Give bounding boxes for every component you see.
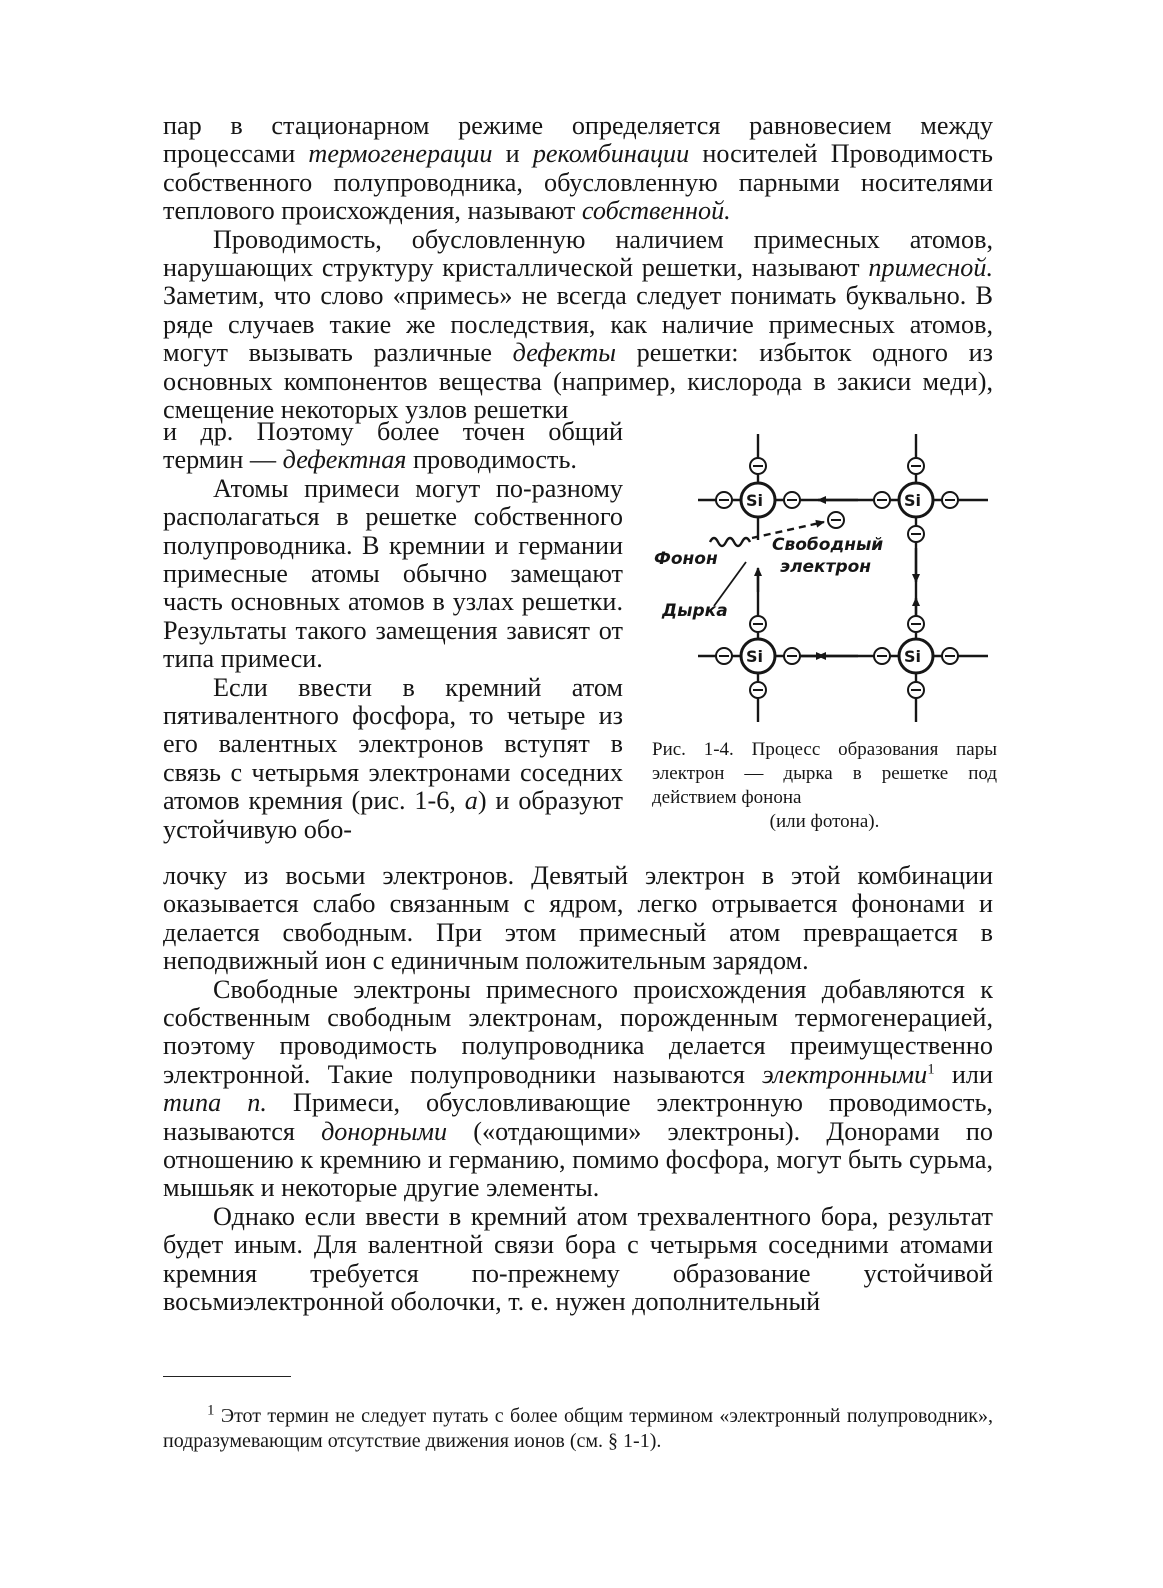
si-label: Si [904, 491, 922, 510]
footnote-rule [163, 1376, 291, 1377]
main-text-top [163, 112, 993, 424]
label-phonon: Фонон [654, 549, 718, 569]
phonon-wave [710, 538, 750, 546]
hole-pointer [714, 562, 746, 606]
narrow-text-column [163, 418, 623, 844]
label-free-electron-1: Свободный [772, 535, 884, 555]
footnote-ref: 1 [927, 1061, 935, 1078]
figure-caption: Рис. 1-4. Процесс образования пары электрон — дырка в решетке под действием фонона (или фотона). [652, 739, 997, 832]
label-hole: Дырка [662, 601, 728, 621]
paragraph-6: Однако если ввести в кремний атом трехвалентного бора, результат будет иным. Для валентной связи бора с четырьмя соседними атомами кремния требуется по-прежнему образование устойчивой восьмиэлектронной оболочки, т. е. нужен дополнительный [163, 1201, 993, 1317]
main-text-bottom [163, 862, 993, 1317]
si-label: Si [746, 491, 764, 510]
paragraph-1: пар в стационарном режиме определяется равновесием между процессами термогенерации и рекомбинации носителей Проводимость собственного полупроводника, обусловленную парными носителями теплового происхождения, называют собственной. [163, 111, 993, 226]
paragraph-2: Проводимость, обусловленную наличием примесных атомов, нарушающих структуру кристаллической решетки, называют примесной. Заметим, что слово «примесь» не всегда следует понимать буквально. В ряде случаев такие же последствия, как наличие примесных атомов, могут вызывать различные дефекты решетки: избыток одного из основных компонентов вещества (например, кислорода в закиси меди), смещение некоторых узлов решетки [163, 224, 994, 425]
si-label: Si [904, 647, 922, 666]
lattice-diagram [648, 422, 998, 732]
footnote: $^1$ Этот термин не следует путать с более общим термином «электронный полупроводник», подразумевающим отсутствие движения ионов (см. § 1-1). [163, 1402, 993, 1452]
paragraph-4: Если ввести в кремний атом пятивалентного фосфора, то четыре из его валентных электронов вступят в связь с четырьмя электронами соседних атомов кремния (рис. 1-6, а) и образуют устойчивую обо- [163, 672, 624, 844]
label-free-electron-2: электрон [780, 557, 872, 577]
si-label: Si [746, 647, 764, 666]
paragraph-5: Свободные электроны примесного происхождения добавляются к собственным свободным электронам, порожденным термогенерацией, поэтому проводимость полупроводника делается преимущественно электронной. Такие полупроводники называются электронными$^1$ или типа n. Примеси, обусловливающие электронную проводимость, называются донорными («отдающими» электроны). Донорами по отношению к кремнию и германию, помимо фосфора, могут быть сурьма, мышьяк и некоторые другие элементы. [163, 974, 994, 1203]
paragraph-3: Атомы примеси могут по-разному располагаться в решетке собственного полупроводника. В кремнии и германии примесные атомы обычно замещают часть основных атомов в узлах решетки. Результаты такого замещения зависят от типа примеси. [163, 473, 623, 674]
paragraph-4-continued: лочку из восьми электронов. Девятый электрон в этой комбинации оказывается слабо связанным с ядром, легко отрывается фононами и делается свободным. При этом примесный атом превращается в неподвижный ион с единичным положительным зарядом. [163, 861, 993, 976]
paragraph-2-end: и др. Поэтому более точен общий термин — дефектная проводимость. [163, 417, 623, 475]
figure-1-4 [648, 422, 998, 732]
footnote-mark: 1 [207, 1402, 215, 1419]
